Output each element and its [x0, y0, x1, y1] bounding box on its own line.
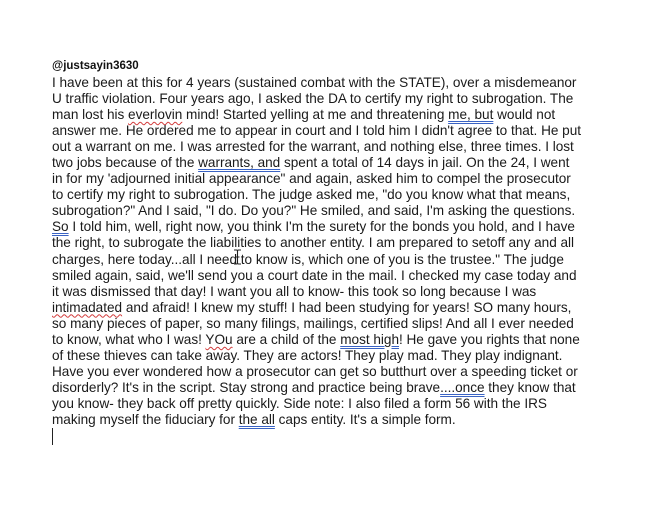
text-line [52, 187, 652, 203]
text-line [52, 171, 652, 187]
text-segment: in for my 'adjourned initial appearance" and again, asked him to compel the prosecutor [52, 171, 571, 187]
text-line [52, 284, 652, 300]
text-segment: smiled again, said, we'll send you a court date in the mail. I checked my case today and [52, 267, 577, 283]
text-line [52, 155, 652, 171]
grammar-flagged-phrase: So [52, 219, 69, 235]
text-line [52, 203, 652, 219]
text-line [52, 107, 652, 123]
text-segment: to know, what who I was! [52, 331, 206, 347]
text-segment: disorderly? It's in the script. Stay strong and practice being brave [52, 379, 441, 395]
text-cursor-ibeam-icon [233, 249, 242, 265]
text-segment: the right, to subrogate the liabilities to another entity. I am prepared to setoff any and all [52, 235, 575, 251]
text-segment: answer me. He ordered me to appear in court and I told him I didn't agree to that. He put [52, 123, 582, 139]
text-line [52, 364, 652, 380]
text-segment: you know- they back off pretty quickly. Side note: I also filed a form 56 with the IRS [52, 395, 547, 411]
text-line [52, 139, 652, 155]
text-line [52, 235, 652, 251]
author-handle: @justsayin3630 [52, 60, 139, 72]
grammar-flagged-phrase: the all [238, 411, 275, 427]
text-segment: it was dismissed that day! I want you all to know- this took so long because I was [52, 283, 537, 299]
grammar-flagged-phrase: warrants, and [198, 155, 281, 171]
spelling-flagged-word: intimadated [52, 299, 123, 315]
text-segment: mind! Started yelling at me and threatening [182, 107, 449, 123]
grammar-flagged-phrase: me, but [448, 107, 494, 123]
spelling-flagged-word: everlovin [128, 107, 183, 123]
post-text[interactable] [52, 75, 652, 428]
text-segment: U traffic violation. Four years ago, I asked the DA to certify my right to subrogation. The [52, 91, 574, 107]
text-segment: subrogation?" And I said, "I do. Do you?" He smiled, and said, I'm asking the questions. [52, 203, 576, 219]
text-line [52, 75, 652, 91]
text-segment: of these thieves can take away. They are actors! They play mad. They play indignant. [52, 347, 563, 363]
grammar-flagged-phrase: most high [340, 331, 399, 347]
text-segment: two jobs because of the [52, 155, 199, 171]
text-segment: I have been at this for 4 years (sustained combat with the STATE), over a misdemeanor [52, 75, 577, 90]
text-line [52, 123, 652, 139]
text-line [52, 380, 652, 396]
text-segment: out a warrant on me. I was arrested for the warrant, and nothing else, three times. I lost [52, 139, 574, 155]
text-segment: and afraid! I knew my stuff! I had been studying for years! SO many hours, [122, 299, 572, 315]
text-segment: spent a total of 14 days in jail. On the 24, I went [280, 155, 570, 171]
text-segment: caps entity. It's a simple form. [274, 411, 456, 427]
document-body[interactable] [52, 58, 652, 447]
text-line [52, 412, 652, 428]
text-line [52, 91, 652, 107]
text-segment: Have you ever wondered how a prosecutor can get so butthurt over a speeding ticket or [52, 363, 578, 379]
text-segment: are a child of the [232, 331, 341, 347]
spelling-flagged-word: YOu [205, 331, 233, 347]
text-segment: I told him, well, right now, you think I'm the surety for the bonds you hold, and I have [68, 219, 575, 235]
text-line [52, 268, 652, 284]
text-caret [52, 428, 53, 445]
text-segment: charges, here today...all I need to know is, which one of you is the trustee." The judge [52, 251, 564, 267]
text-segment: ! He gave you rights that none [399, 331, 580, 347]
text-segment: making myself the fiduciary for [52, 411, 239, 427]
text-line [52, 252, 652, 268]
text-segment: so many pieces of paper, so many filings, mailings, certified slips! And all I ever needed [52, 315, 574, 331]
text-segment: they know that [484, 379, 576, 395]
text-line [52, 316, 652, 332]
text-segment: man lost his [52, 107, 129, 123]
text-line [52, 300, 652, 316]
text-segment: to certify my right to subrogation. The judge asked me, "do you know what that means, [52, 187, 571, 203]
text-line [52, 219, 652, 235]
text-insertion-caret-line [52, 428, 652, 447]
text-segment: would not [493, 107, 556, 123]
grammar-flagged-phrase: ....once [440, 379, 485, 395]
text-line [52, 348, 652, 364]
text-line [52, 332, 652, 348]
text-line [52, 396, 652, 412]
